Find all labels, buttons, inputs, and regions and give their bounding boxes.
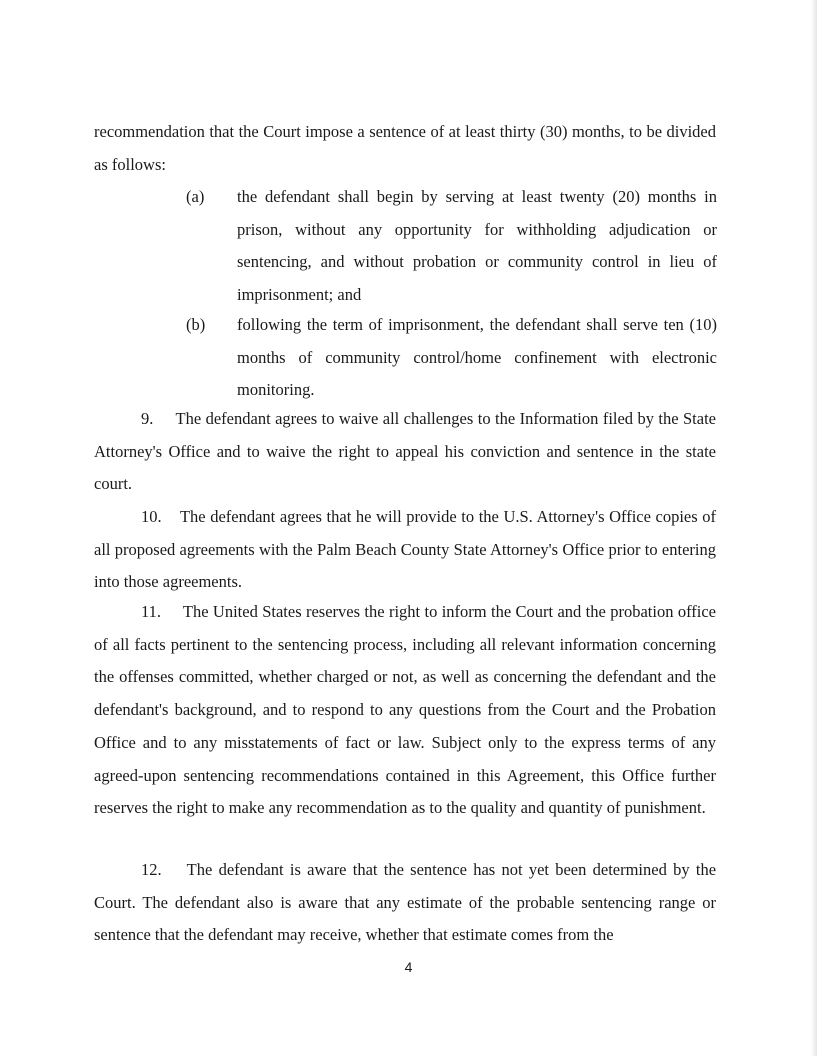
list-item-label: (a)	[186, 187, 205, 206]
paragraph-number: 9.	[141, 409, 154, 428]
list-item-text: the defendant shall begin by serving at least twenty (20) months in prison, without any opportunity for withholding adjudication or sentencing, and without probation or community control in lieu of imprisonment; and	[237, 187, 717, 305]
paragraph-11	[94, 596, 716, 825]
page-edge	[811, 0, 817, 1056]
list-item-label: (b)	[186, 315, 206, 334]
paragraph-text: The defendant agrees that he will provide to the U.S. Attorney's Office copies of all proposed agreements with the Palm Beach County State Attorney's Office prior to entering into those agreements.	[94, 507, 716, 592]
list-item-text: following the term of imprisonment, the defendant shall serve ten (10) months of community control/home confinement with electronic monitoring.	[237, 315, 717, 400]
paragraph-12	[94, 854, 716, 952]
paragraph-text: The United States reserves the right to inform the Court and the probation office of all facts pertinent to the sentencing process, including all relevant information concerning the offenses committed, whether charged or not, as well as concerning the defendant and the defendant's background, and to respond to any questions from the Court and the Probation Office and to any misstatements of fact or law. Subject only to the express terms of any agreed-upon sentencing recommendations contained in this Agreement, this Office further reserves the right to make any recommendation as to the quality and quantity of punishment.	[94, 602, 716, 818]
intro-paragraph: recommendation that the Court impose a sentence of at least thirty (30) months, to be divided as follows:	[94, 122, 716, 174]
page-number: 4	[404, 959, 413, 975]
paragraph-9	[94, 403, 716, 501]
paragraph-number: 12.	[141, 860, 162, 879]
paragraph-text: The defendant agrees to waive all challenges to the Information filed by the State Attorney's Office and to waive the right to appeal his conviction and sentence in the state court.	[94, 409, 716, 494]
paragraph-text: The defendant is aware that the sentence has not yet been determined by the Court. The defendant also is aware that any estimate of the probable sentencing range or sentence that the defendant may receive, whether that estimate comes from the	[94, 860, 717, 945]
paragraph-number: 10.	[141, 507, 162, 526]
paragraph-number: 11.	[141, 602, 162, 621]
paragraph-10	[94, 501, 716, 599]
